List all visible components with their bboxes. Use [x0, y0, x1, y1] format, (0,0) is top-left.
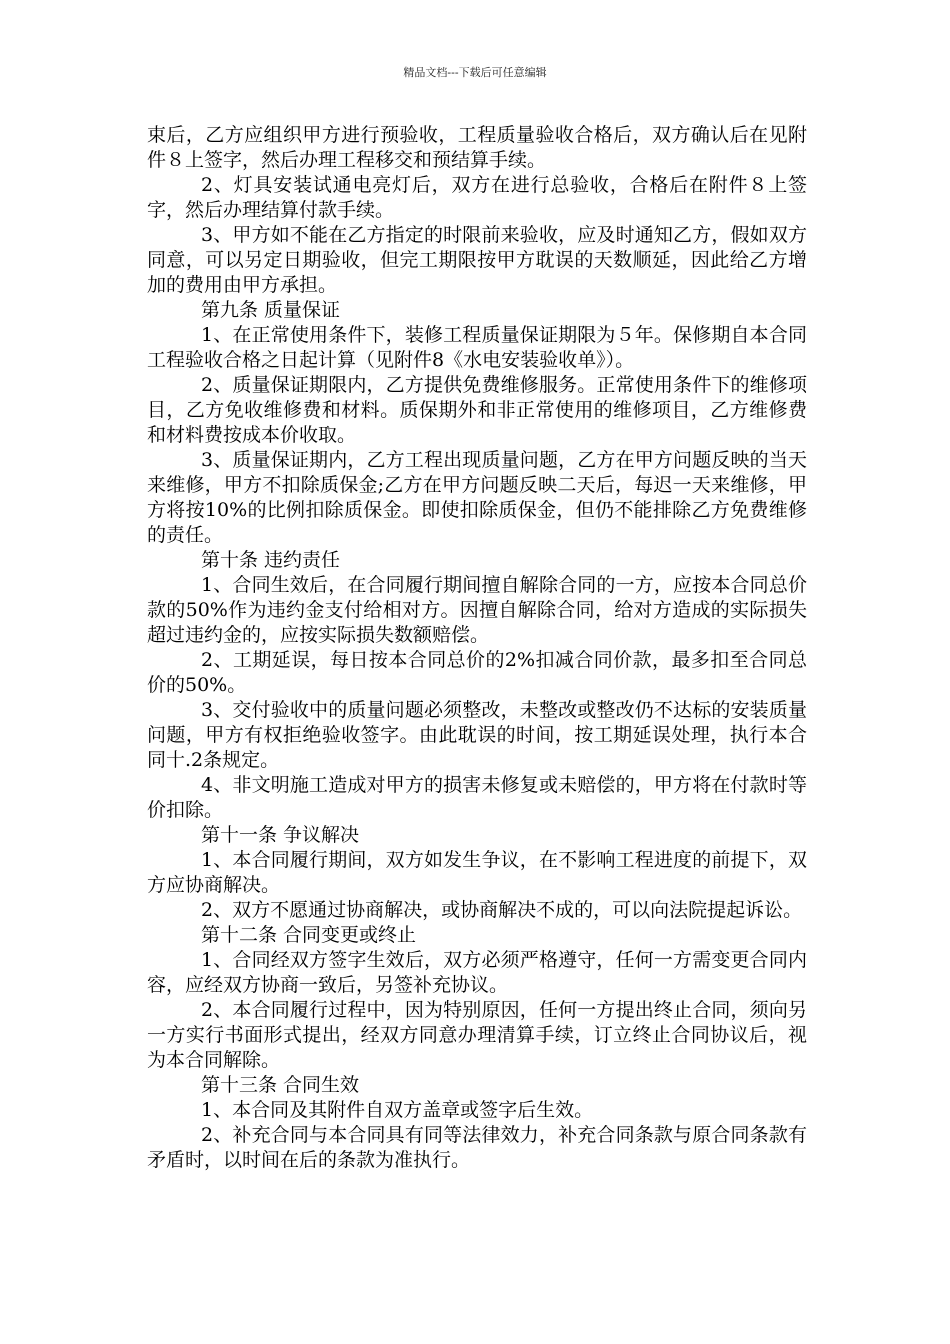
paragraph: 1、在正常使用条件下，装修工程质量保证期限为５年。保修期自本合同工程验收合格之日起计算（见附件8《水电安装验收单》）。 [147, 324, 807, 371]
paragraph: 4、非文明施工造成对甲方的损害未修复或未赔偿的，甲方将在付款时等价扣除。 [147, 774, 807, 821]
paragraph: 2、本合同履行过程中，因为特别原因，任何一方提出终止合同，须向另一方实行书面形式提出，经双方同意办理清算手续，订立终止合同协议后，视为本合同解除。 [147, 999, 807, 1071]
paragraph: 1、合同经双方签字生效后，双方必须严格遵守，任何一方需变更合同内容，应经双方协商一致后，另签补充协议。 [147, 949, 807, 996]
section-heading: 第十一条 争议解决 [201, 824, 360, 846]
paragraph: 2、灯具安装试通电亮灯后，双方在进行总验收，合格后在附件８上签字，然后办理结算付款手续。 [147, 174, 807, 221]
page-header: 精品文档---下载后可任意编辑 [403, 66, 547, 79]
paragraph: 2、工期延误，每日按本合同总价的2%扣减合同价款，最多扣至合同总价的50%。 [147, 649, 807, 696]
paragraph: 3、甲方如不能在乙方指定的时限前来验收，应及时通知乙方，假如双方同意，可以另定日期验收，但完工期限按甲方耽误的天数顺延，因此给乙方增加的费用由甲方承担。 [147, 224, 807, 296]
section-heading: 第九条 质量保证 [201, 299, 341, 321]
document-body [147, 123, 807, 1173]
paragraph: 束后，乙方应组织甲方进行预验收，工程质量验收合格后，双方确认后在见附件８上签字，然后办理工程移交和预结算手续。 [147, 124, 807, 171]
section-heading: 第十条 违约责任 [201, 549, 341, 571]
section-heading: 第十三条 合同生效 [201, 1074, 360, 1096]
paragraph: 3、交付验收中的质量问题必须整改，未整改或整改仍不达标的安装质量问题，甲方有权拒绝验收签字。由此耽误的时间，按工期延误处理，执行本合同十.2条规定。 [147, 699, 807, 771]
paragraph: 2、质量保证期限内，乙方提供免费维修服务。正常使用条件下的维修项目，乙方免收维修费和材料。质保期外和非正常使用的维修项目，乙方维修费和材料费按成本价收取。 [147, 374, 807, 446]
paragraph: 1、合同生效后，在合同履行期间擅自解除合同的一方，应按本合同总价款的50%作为违约金支付给相对方。因擅自解除合同，给对方造成的实际损失超过违约金的，应按实际损失数额赔偿。 [147, 574, 807, 646]
section-heading: 第十二条 合同变更或终止 [201, 924, 417, 946]
paragraph: 2、补充合同与本合同具有同等法律效力，补充合同条款与原合同条款有矛盾时，以时间在后的条款为准执行。 [147, 1124, 807, 1171]
paragraph: 1、本合同履行期间，双方如发生争议，在不影响工程进度的前提下，双方应协商解决。 [147, 849, 807, 896]
paragraph: 2、双方不愿通过协商解决，或协商解决不成的，可以向法院提起诉讼。 [201, 899, 803, 921]
paragraph: 1、本合同及其附件自双方盖章或签字后生效。 [201, 1099, 594, 1121]
paragraph: 3、质量保证期内，乙方工程出现质量问题，乙方在甲方问题反映的当天来维修，甲方不扣除质保金;乙方在甲方问题反映二天后，每迟一天来维修，甲方将按10%的比例扣除质保金。即使扣除质保金，但仍不能排除乙方免费维修的责任。 [147, 449, 807, 546]
